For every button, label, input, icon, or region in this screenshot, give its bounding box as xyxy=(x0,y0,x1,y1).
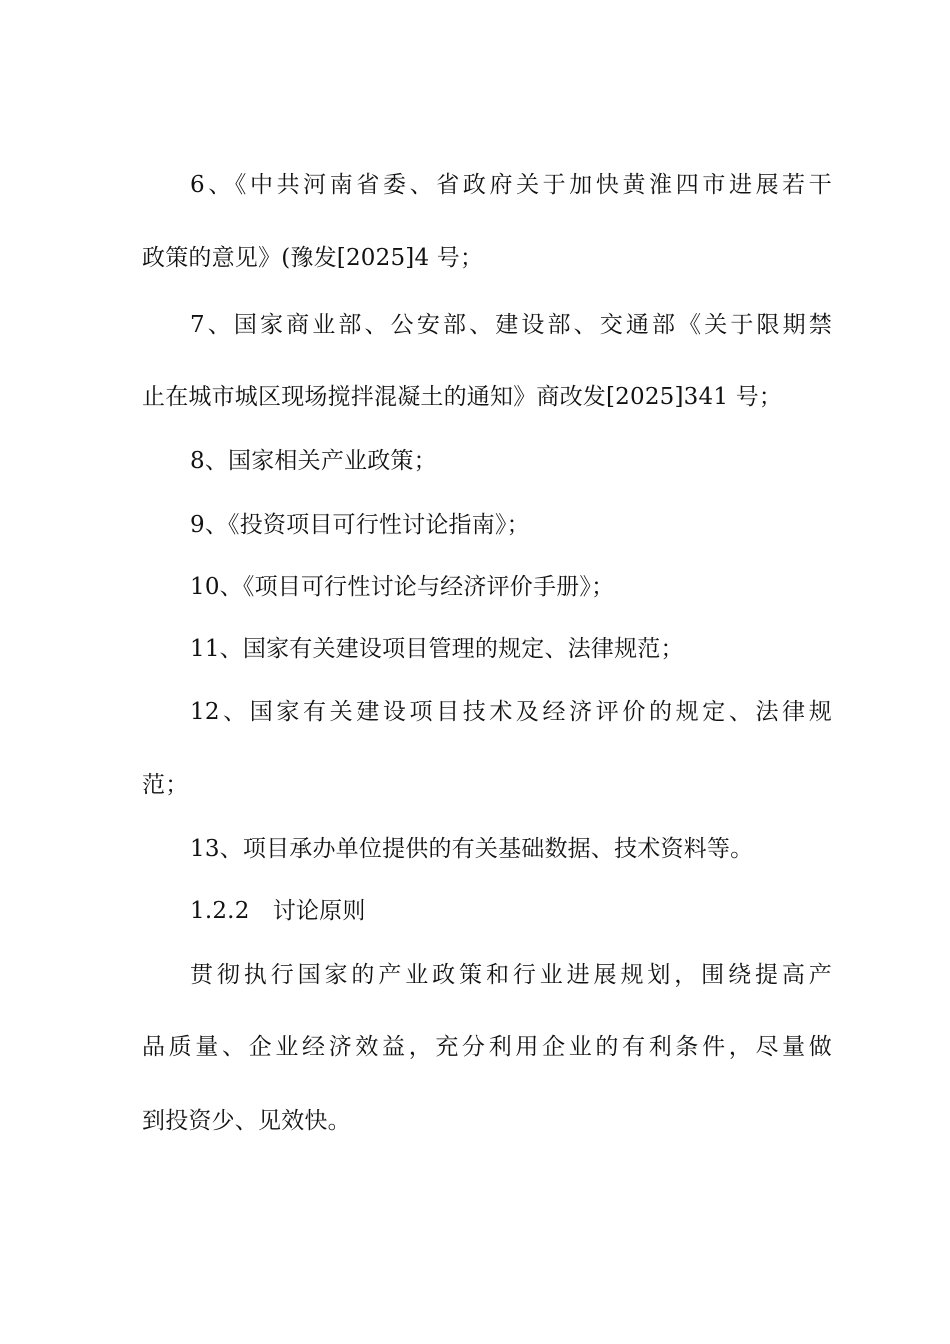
reference-item-11: 11、国家有关建设项目管理的规定、法律规范； xyxy=(190,636,684,662)
reference-item-6-line-1: 6、《中共河南省委、省政府关于加快黄淮四市进展若干 xyxy=(190,172,832,198)
reference-item-13: 13、项目承办单位提供的有关基础数据、技术资料等。 xyxy=(190,836,754,862)
reference-item-12-line-1: 12、国家有关建设项目技术及经济评价的规定、法律规 xyxy=(190,699,832,725)
reference-item-7-line-1: 7、国家商业部、公安部、建设部、交通部《关于限期禁 xyxy=(190,312,832,338)
reference-item-6-line-2: 政策的意见》(豫发[2025]4 号； xyxy=(142,245,484,271)
principle-paragraph-line-3: 到投资少、见效快。 xyxy=(142,1108,351,1134)
principle-paragraph-line-1: 贯彻执行国家的产业政策和行业进展规划，围绕提高产 xyxy=(190,962,832,988)
reference-item-10: 10、《项目可行性讨论与经济评价手册》； xyxy=(190,574,615,600)
reference-item-8: 8、国家相关产业政策； xyxy=(190,448,437,474)
reference-item-9: 9、《投资项目可行性讨论指南》； xyxy=(190,512,530,538)
section-heading: 1.2.2 讨论原则 xyxy=(190,898,366,924)
reference-item-12-line-2: 范； xyxy=(142,772,189,798)
principle-paragraph-line-2: 品质量、企业经济效益，充分利用企业的有利条件，尽量做 xyxy=(142,1034,832,1060)
reference-item-7-line-2: 止在城市城区现场搅拌混凝土的通知》商改发[2025]341 号； xyxy=(142,384,783,410)
